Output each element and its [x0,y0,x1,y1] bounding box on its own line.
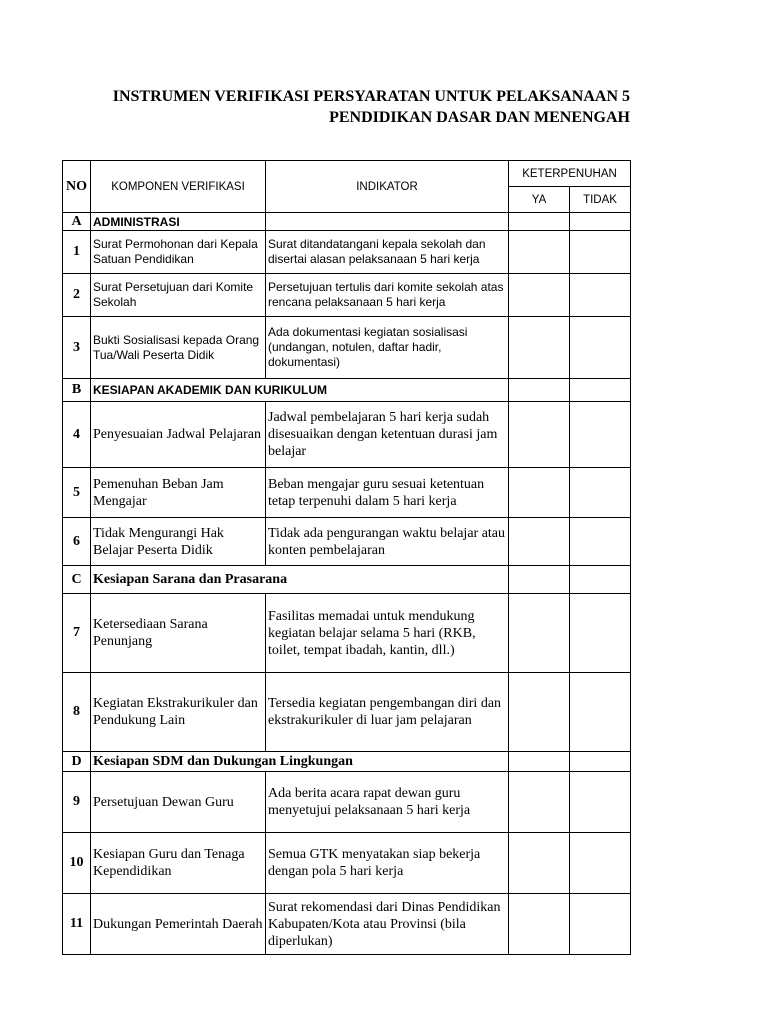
row-indikator: Semua GTK menyatakan siap bekerja dengan pola 5 hari kerja [266,833,509,894]
row-komponen: Kesiapan Guru dan Tenaga Kependidikan [91,833,266,894]
ya-cell [509,213,570,231]
row-no: 8 [63,673,91,752]
tidak-cell[interactable] [570,894,631,955]
row-komponen: Dukungan Pemerintah Daerah [91,894,266,955]
ya-cell[interactable] [509,317,570,379]
row-indikator: Persetujuan tertulis dari komite sekolah atas rencana pelaksanaan 5 hari kerja [266,274,509,317]
row-no: 6 [63,518,91,566]
table-row [63,772,631,833]
tidak-cell [570,379,631,402]
tidak-cell[interactable] [570,468,631,518]
tidak-cell[interactable] [570,594,631,673]
row-indikator: Beban mengajar guru sesuai ketentuan tetap terpenuhi dalam 5 hari kerja [266,468,509,518]
row-komponen: Tidak Mengurangi Hak Belajar Peserta Didik [91,518,266,566]
empty-cell [266,213,509,231]
row-no: 5 [63,468,91,518]
row-no: 11 [63,894,91,955]
section-label: KESIAPAN AKADEMIK DAN KURIKULUM [91,379,509,402]
header-keterpenuhan: KETERPENUHAN [509,161,631,187]
section-row-a [63,213,631,231]
ya-cell [509,379,570,402]
row-no: 2 [63,274,91,317]
ya-cell [509,752,570,772]
ya-cell[interactable] [509,894,570,955]
section-row-c [63,566,631,594]
section-row-d [63,752,631,772]
table-row [63,231,631,274]
header-komponen: KOMPONEN VERIFIKASI [91,161,266,213]
row-indikator: Tidak ada pengurangan waktu belajar atau konten pembelajaran [266,518,509,566]
tidak-cell[interactable] [570,673,631,752]
ya-cell[interactable] [509,772,570,833]
section-id: A [63,213,91,231]
table-row [63,518,631,566]
ya-cell[interactable] [509,594,570,673]
table-row [63,594,631,673]
row-no: 4 [63,402,91,468]
row-komponen: Surat Persetujuan dari Komite Sekolah [91,274,266,317]
tidak-cell [570,213,631,231]
header-no: NO [63,161,91,213]
section-row-b [63,379,631,402]
section-id: B [63,379,91,402]
section-id: D [63,752,91,772]
row-no: 10 [63,833,91,894]
tidak-cell[interactable] [570,317,631,379]
table-row [63,317,631,379]
section-label: ADMINISTRASI [91,213,266,231]
ya-cell[interactable] [509,231,570,274]
tidak-cell[interactable] [570,518,631,566]
row-no: 7 [63,594,91,673]
row-indikator: Ada dokumentasi kegiatan sosialisasi (undangan, notulen, daftar hadir, dokumentasi) [266,317,509,379]
table-row [63,833,631,894]
row-komponen: Persetujuan Dewan Guru [91,772,266,833]
row-komponen: Ketersediaan Sarana Penunjang [91,594,266,673]
table-row [63,402,631,468]
row-indikator: Surat rekomendasi dari Dinas Pendidikan Kabupaten/Kota atau Provinsi (bila diperlukan) [266,894,509,955]
ya-cell [509,566,570,594]
tidak-cell[interactable] [570,231,631,274]
row-komponen: Surat Permohonan dari Kepala Satuan Pendidikan [91,231,266,274]
table-row [63,468,631,518]
document-title [60,86,630,128]
title-line-1: INSTRUMEN VERIFIKASI PERSYARATAN UNTUK PELAKSANAAN 5 [112,88,630,105]
table-row [63,274,631,317]
table-row [63,673,631,752]
header-tidak: TIDAK [570,187,631,213]
tidak-cell[interactable] [570,274,631,317]
ya-cell[interactable] [509,468,570,518]
row-indikator: Fasilitas memadai untuk mendukung kegiatan belajar selama 5 hari (RKB, toilet, tempat ibadah, kantin, dll.) [266,594,509,673]
ya-cell[interactable] [509,402,570,468]
header-ya: YA [509,187,570,213]
row-komponen: Kegiatan Ekstrakurikuler dan Pendukung Lain [91,673,266,752]
row-indikator: Ada berita acara rapat dewan guru menyetujui pelaksanaan 5 hari kerja [266,772,509,833]
section-id: C [63,566,91,594]
row-komponen: Penyesuaian Jadwal Pelajaran [91,402,266,468]
tidak-cell[interactable] [570,772,631,833]
verification-table [62,160,631,955]
row-komponen: Bukti Sosialisasi kepada Orang Tua/Wali Peserta Didik [91,317,266,379]
ya-cell[interactable] [509,518,570,566]
tidak-cell [570,752,631,772]
section-label: Kesiapan SDM dan Dukungan Lingkungan [91,752,509,772]
ya-cell[interactable] [509,833,570,894]
row-komponen: Pemenuhan Beban Jam Mengajar [91,468,266,518]
ya-cell[interactable] [509,673,570,752]
row-indikator: Jadwal pembelajaran 5 hari kerja sudah disesuaikan dengan ketentuan durasi jam belajar [266,402,509,468]
row-no: 1 [63,231,91,274]
tidak-cell[interactable] [570,402,631,468]
table-row [63,894,631,955]
row-indikator: Tersedia kegiatan pengembangan diri dan ekstrakurikuler di luar jam pelajaran [266,673,509,752]
ya-cell[interactable] [509,274,570,317]
row-indikator: Surat ditandatangani kepala sekolah dan disertai alasan pelaksanaan 5 hari kerja [266,231,509,274]
row-no: 3 [63,317,91,379]
section-label: Kesiapan Sarana dan Prasarana [91,566,509,594]
row-no: 9 [63,772,91,833]
tidak-cell [570,566,631,594]
tidak-cell[interactable] [570,833,631,894]
title-line-2: PENDIDIKAN DASAR DAN MENENGAH [329,109,630,126]
header-indikator: INDIKATOR [266,161,509,213]
